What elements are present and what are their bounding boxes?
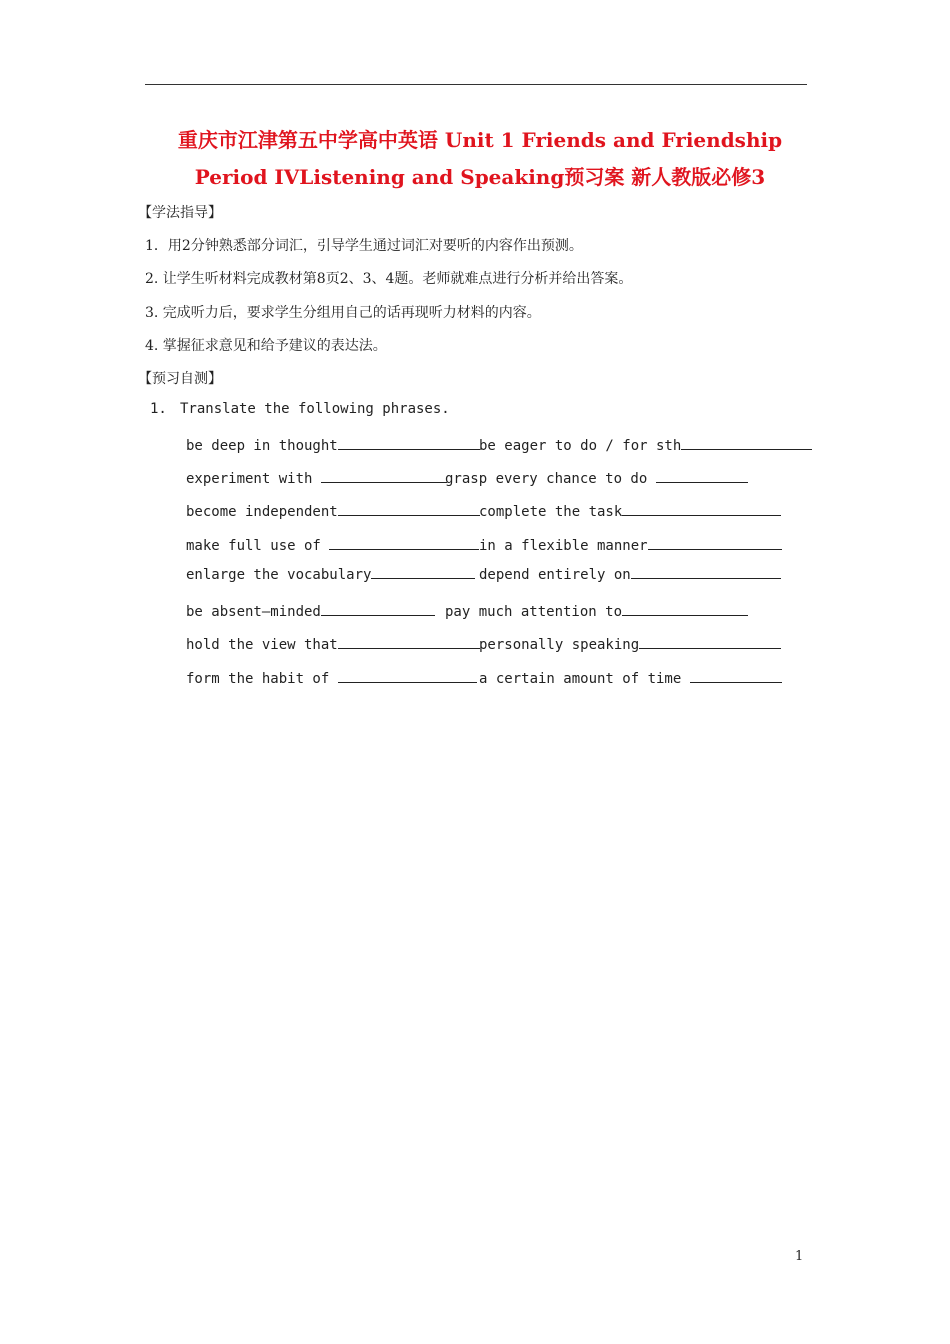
phrase-text: be eager to do / for sth	[479, 438, 682, 454]
phrase-right	[479, 501, 781, 520]
phrase-right	[479, 535, 782, 554]
method-item-1: 1．用2分钟熟悉部分词汇，引导学生通过词汇对要听的内容作出预测。	[145, 238, 583, 254]
answer-blank[interactable]	[338, 501, 480, 516]
phrase-left	[186, 668, 477, 687]
phrase-text: be absent—minded	[186, 604, 321, 620]
phrase-right	[479, 435, 812, 454]
phrase-text: make full use of	[186, 538, 330, 554]
method-item-2: 2. 让学生听材料完成教材第8页2、3、4题。老师就难点进行分析并给出答案。	[145, 271, 633, 287]
phrase-left	[186, 435, 480, 454]
answer-blank[interactable]	[338, 634, 480, 649]
answer-blank[interactable]	[321, 468, 447, 483]
phrase-left	[186, 601, 435, 620]
phrase-text: complete the task	[479, 504, 623, 520]
question-1-number: 1.	[150, 401, 167, 417]
answer-blank[interactable]	[639, 634, 781, 649]
phrase-text: depend entirely on	[479, 567, 631, 583]
page-number: 1	[795, 1249, 804, 1264]
document-title-line2: Period IVListening and Speaking预习案 新人教版必修3	[194, 165, 766, 189]
phrase-text: enlarge the vocabulary	[186, 567, 372, 583]
phrase-text: grasp every chance to do	[445, 471, 656, 487]
answer-blank[interactable]	[622, 501, 781, 516]
answer-blank[interactable]	[690, 668, 782, 683]
phrase-left	[186, 468, 447, 487]
method-item-4: 4. 掌握征求意见和给予建议的表达法。	[145, 338, 387, 354]
document-title-line1: 重庆市江津第五中学高中英语 Unit 1 Friends and Friendship	[177, 128, 783, 152]
answer-blank[interactable]	[681, 435, 812, 450]
phrase-right	[445, 601, 748, 620]
phrase-text: a certain amount of time	[479, 671, 690, 687]
phrase-left	[186, 564, 475, 583]
phrase-text: pay much attention to	[445, 604, 623, 620]
phrase-text: in a flexible manner	[479, 538, 648, 554]
method-heading: 【学法指导】	[138, 205, 222, 221]
answer-blank[interactable]	[631, 564, 781, 579]
phrase-right	[479, 634, 781, 653]
answer-blank[interactable]	[329, 535, 479, 550]
phrase-right	[479, 668, 782, 687]
phrase-text: personally speaking	[479, 637, 640, 653]
header-rule	[145, 84, 807, 85]
answer-blank[interactable]	[321, 601, 435, 616]
phrase-text: form the habit of	[186, 671, 338, 687]
phrase-text: be deep in thought	[186, 438, 338, 454]
phrase-text: become independent	[186, 504, 338, 520]
phrase-left	[186, 501, 480, 520]
answer-blank[interactable]	[371, 564, 475, 579]
phrase-text: hold the view that	[186, 637, 338, 653]
question-1-text: Translate the following phrases.	[180, 401, 450, 417]
method-item-3: 3. 完成听力后，要求学生分组用自己的话再现听力材料的内容。	[145, 305, 541, 321]
answer-blank[interactable]	[648, 535, 782, 550]
answer-blank[interactable]	[622, 601, 748, 616]
phrase-left	[186, 634, 480, 653]
phrase-left	[186, 535, 479, 554]
answer-blank[interactable]	[338, 435, 480, 450]
answer-blank[interactable]	[338, 668, 477, 683]
answer-blank[interactable]	[656, 468, 748, 483]
phrase-right	[445, 468, 748, 487]
selftest-heading: 【预习自测】	[138, 371, 222, 387]
phrase-text: experiment with	[186, 471, 321, 487]
question-1	[150, 401, 450, 417]
phrase-right	[479, 564, 781, 583]
